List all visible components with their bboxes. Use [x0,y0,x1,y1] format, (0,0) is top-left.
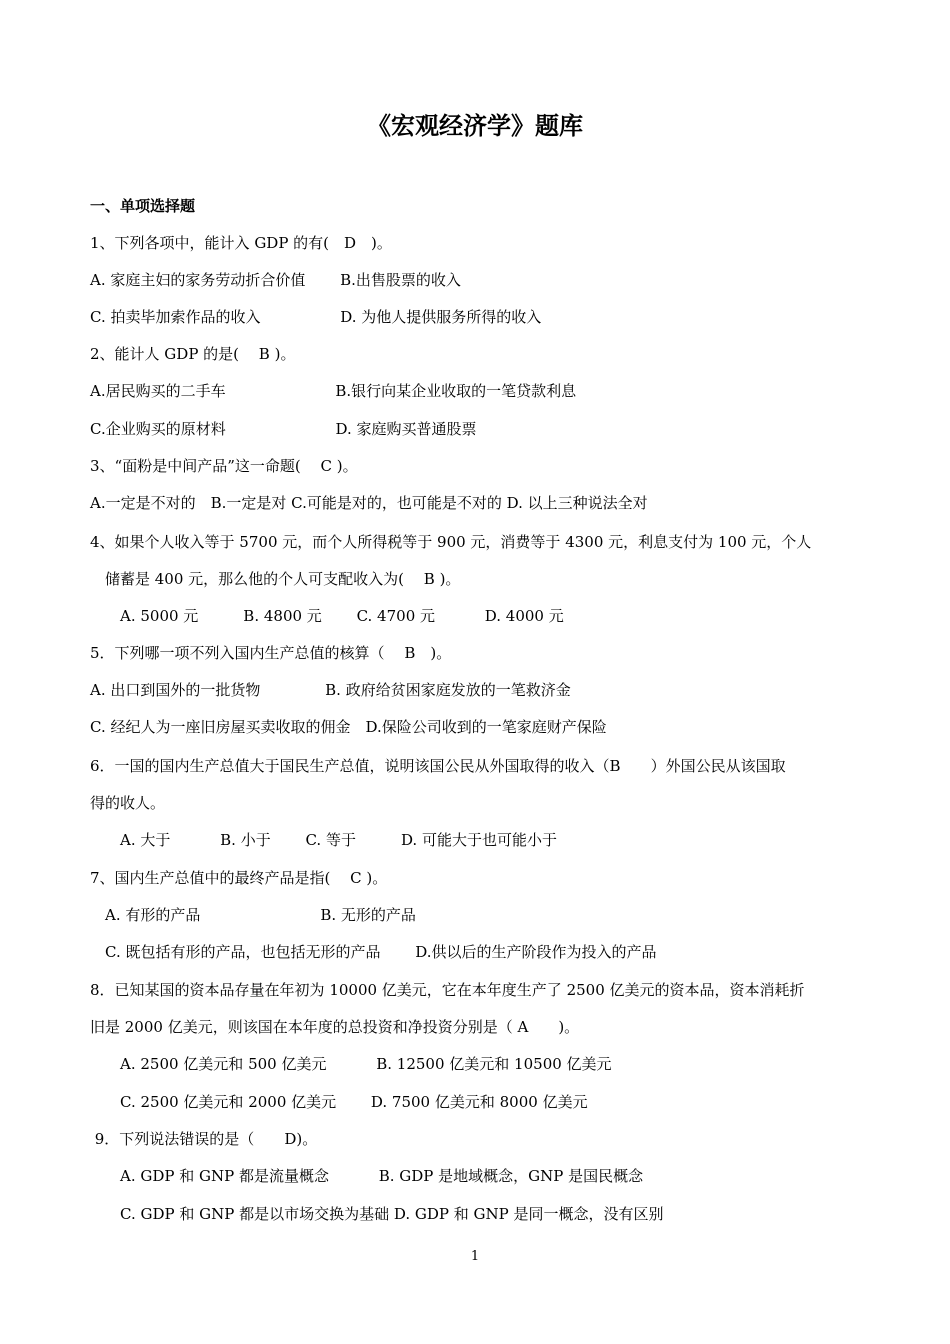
question-6-cont: 得的收人。 [90,794,166,812]
q9-options-ab: A. GDP 和 GNP 都是流量概念 B. GDP 是地域概念，GNP 是国民概念 [90,1167,644,1185]
q5-options-cd: C. 经纪人为一座旧房屋买卖收取的佣金 D.保险公司收到的一笔家庭财产保险 [90,718,607,736]
section-heading: 一、单项选择题 [90,197,196,215]
question-8: 8．已知某国的资本品存量在年初为 10000 亿美元，它在本年度生产了 2500 亿美元的资本品，资本消耗折 [90,981,805,999]
q3-options: A.一定是不对的 B.一定是对 C.可能是对的，也可能是不对的 D. 以上三种说法全对 [90,494,648,512]
question-8-cont: 旧是 2000 亿美元，则该国在本年度的总投资和净投资分别是（ A )。 [90,1018,580,1036]
page-number: 1 [470,1249,480,1264]
q9-options-cd: C. GDP 和 GNP 都是以市场交换为基础 D. GDP 和 GNP 是同一概念，没有区别 [90,1205,664,1223]
q2-options-ab: A.居民购买的二手车 B.银行向某企业收取的一笔贷款利息 [90,382,577,400]
q7-options-cd: C. 既包括有形的产品，也包括无形的产品 D.供以后的生产阶段作为投入的产品 [90,943,657,961]
document-title: 《宏观经济学》题库 [367,111,583,140]
question-5: 5．下列哪一项不列入国内生产总值的核算（ B )。 [90,644,452,662]
question-7: 7、国内生产总值中的最终产品是指( C )。 [90,869,388,887]
question-9: 9．下列说法错误的是（ D)。 [90,1130,318,1148]
question-2: 2、能计人 GDP 的是( B )。 [90,345,296,363]
question-4-cont: 储蓄是 400 元，那么他的个人可支配收入为( B )。 [90,570,461,588]
q7-options-ab: A. 有形的产品 B. 无形的产品 [90,906,416,924]
q4-options: A. 5000 元 B. 4800 元 C. 4700 元 D. 4000 元 [90,607,564,625]
q5-options-ab: A. 出口到国外的一批货物 B. 政府给贫困家庭发放的一笔救济金 [90,681,571,699]
question-1: 1、下列各项中，能计入 GDP 的有( D )。 [90,234,392,252]
q1-options-cd: C. 拍卖毕加索作品的收入 D. 为他人提供服务所得的收入 [90,308,542,326]
question-3: 3、“面粉是中间产品”这一命题( C )。 [90,457,358,475]
q2-options-cd: C.企业购买的原材料 D. 家庭购买普通股票 [90,420,477,438]
question-6: 6．一国的国内生产总值大于国民生产总值，说明该国公民从外国取得的收入（B ）外国公民从该国取 [90,757,786,775]
question-4: 4、如果个人收入等于 5700 元，而个人所得税等于 900 元，消费等于 4300 元，利息支付为 100 元，个人 [90,533,812,551]
q8-options-ab: A. 2500 亿美元和 500 亿美元 B. 12500 亿美元和 10500 亿美元 [90,1055,612,1073]
q8-options-cd: C. 2500 亿美元和 2000 亿美元 D. 7500 亿美元和 8000 亿美元 [90,1093,588,1111]
q6-options: A. 大于 B. 小于 C. 等于 D. 可能大于也可能小于 [90,831,557,849]
q1-options-ab: A. 家庭主妇的家务劳动折合价值 B.出售股票的收入 [90,271,461,289]
